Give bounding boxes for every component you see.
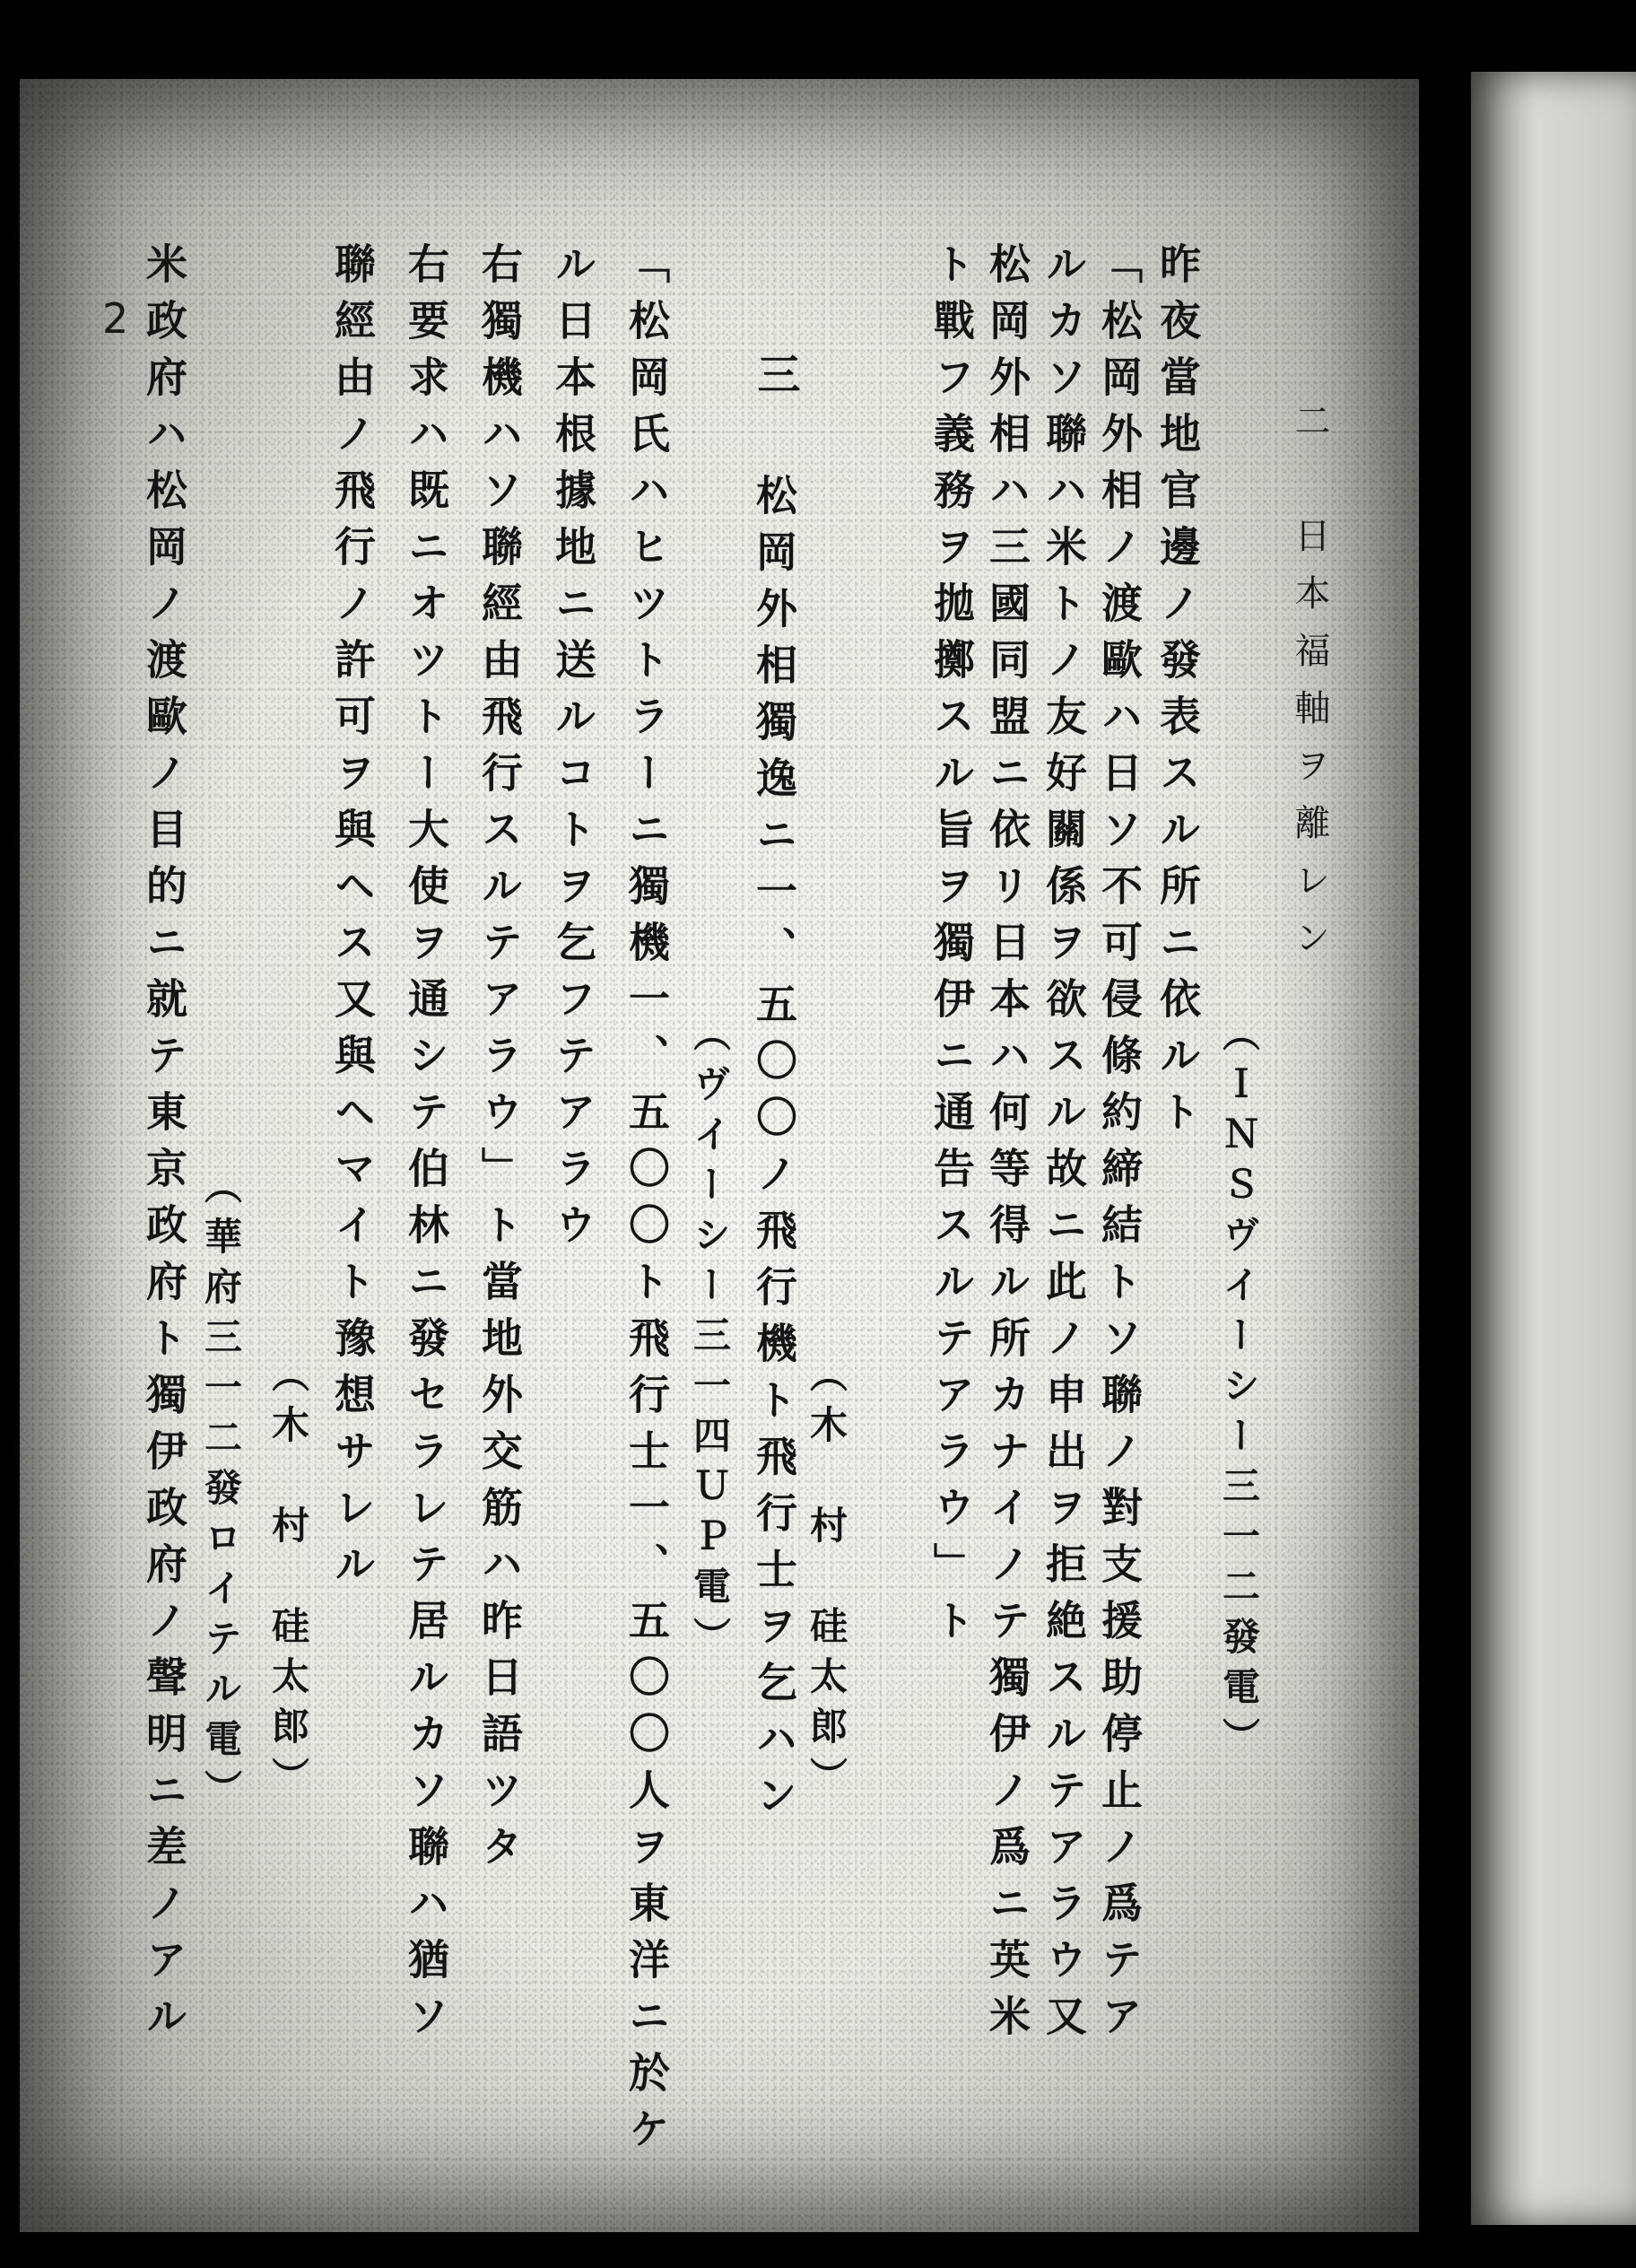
section-two-source: （ＩＮＳヴイーシー三一二發電） [1217, 1014, 1261, 1767]
section-three-line-3: 右獨機ハソ聯經由飛行スルテアラウ」ト當地外交筋ハ昨日語ツタ [475, 242, 524, 1881]
section-three-source: （ヴイーシー三一四ＵＰ電） [688, 1014, 732, 1667]
section-two-line-5: ト戰フ義務ヲ拋擲スル旨ヲ獨伊ニ通告スルテアラウ」ト [927, 242, 976, 1655]
section-two-line-3: ルカソ聯ハ米トノ友好關係ヲ欲スル故ニ此ノ申出ヲ拒絶スルテアラウ又 [1040, 242, 1088, 2051]
adjacent-page-edge [1471, 72, 1636, 2225]
section-two-number: 二 [1289, 402, 1330, 459]
section-three-line-5: 聯經由ノ飛行ノ許可ヲ與ヘス又與ヘマイト豫想サレル [328, 242, 377, 1599]
section-two-line-1: 昨夜當地官邊ノ發表スル所ニ依ルト [1153, 242, 1202, 1147]
section-two-line-4: 松岡外相ハ三國同盟ニ依リ日本ハ何等得ル所カナイノテ獨伊ノ爲ニ英米 [983, 242, 1031, 2051]
section-three-author: （木 村 硅太郎） [266, 1355, 310, 1807]
section-two-line-2: 「松岡外相ノ渡歐ハ日ソ不可侵條約締結トソ聯ノ對支援助停止ノ爲テア [1095, 242, 1144, 2051]
section-four-line-1: 米政府ハ松岡ノ渡歐ノ目的ニ就テ東京政府ト獨伊政府ノ聲明ニ差ノアル [140, 242, 188, 2051]
section-four-source: （華府三一二發ロイテル電） [199, 1166, 243, 1819]
section-three-heading: 松岡外相獨逸ニ一、五〇〇ノ飛行機ト飛行士ヲ乞ハン [750, 474, 798, 1830]
section-two-heading [1289, 402, 1330, 976]
section-two-title: 日本福軸ヲ離レン [1289, 517, 1330, 976]
book-gutter [1419, 72, 1471, 2243]
section-three-line-2: ル日本根據地ニ送ルコトヲ乞フテアラウ [549, 242, 597, 1260]
section-three-line-1: 「松岡氏ハヒツトラーニ獨機一、五〇〇ト飛行士一、五〇〇人ヲ東洋ニ於ケ [622, 242, 671, 2164]
page-number: 2 [102, 294, 129, 343]
section-two-author: （木 村 硅太郎） [805, 1355, 848, 1807]
section-three-line-4: 右要求ハ既ニオツトー大使ヲ通シテ伯林ニ發セラレテ居ルカソ聯ハ猶ソ [402, 242, 450, 2051]
section-three-number: 三 [750, 352, 800, 410]
